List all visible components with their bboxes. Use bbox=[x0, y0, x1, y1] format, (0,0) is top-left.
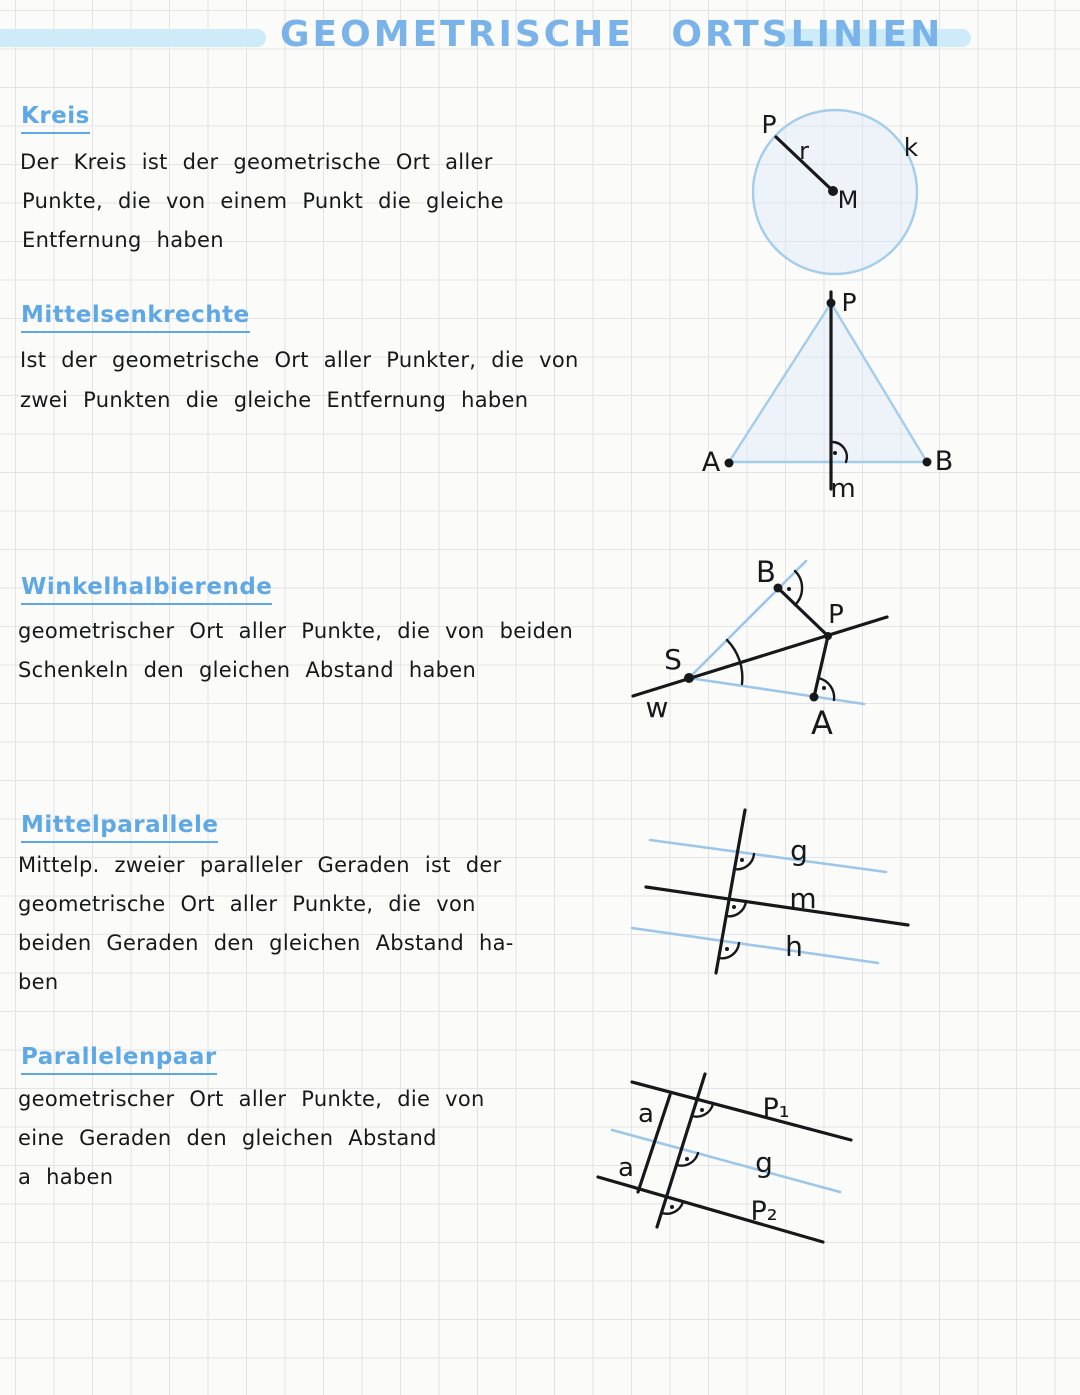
right-angle-dot-g bbox=[685, 1157, 689, 1161]
point-A-dot bbox=[810, 693, 819, 702]
right-angle-arc-B bbox=[795, 571, 802, 605]
angle-arc-S bbox=[727, 640, 742, 684]
label-k: k bbox=[903, 133, 919, 162]
label-P: P bbox=[841, 288, 857, 317]
section-kreis-heading: Kreis bbox=[21, 103, 90, 134]
right-angle-dot-A bbox=[822, 686, 826, 690]
label-a-upper: a bbox=[638, 1099, 654, 1129]
label-r: r bbox=[799, 137, 809, 165]
right-angle-dot-g bbox=[740, 858, 744, 862]
parallel-pair-diagram bbox=[598, 1074, 851, 1242]
point-B-dot bbox=[923, 458, 932, 467]
label-g: g bbox=[755, 1146, 773, 1179]
point-A-dot bbox=[725, 459, 734, 468]
parallel-line-h bbox=[632, 928, 878, 963]
parallel-line-g bbox=[650, 840, 886, 872]
right-angle-dot-m bbox=[732, 905, 736, 909]
label-p1: P₁ bbox=[762, 1093, 790, 1124]
line-g bbox=[612, 1130, 840, 1192]
label-m: m bbox=[789, 882, 817, 915]
mittelparallele-text-line: ben bbox=[18, 970, 59, 994]
label-M: M bbox=[837, 186, 859, 214]
right-angle-dot bbox=[833, 451, 837, 455]
perpendicular-bisector-diagram bbox=[702, 288, 954, 504]
label-B: B bbox=[934, 446, 954, 477]
point-M-dot bbox=[828, 186, 838, 196]
kreis-text-line: Entfernung haben bbox=[22, 228, 224, 252]
label-A: A bbox=[811, 704, 833, 742]
mittelparallele-text-line: beiden Geraden den gleichen Abstand ha- bbox=[18, 931, 514, 955]
label-B: B bbox=[756, 555, 776, 589]
angle-bisector-diagram bbox=[633, 555, 887, 742]
winkelhalbierende-text-line: geometrischer Ort aller Punkte, die von beiden bbox=[18, 619, 574, 643]
page-title: GEOMETRISCHE ORTSLINIEN bbox=[280, 14, 944, 55]
right-angle-dot-h bbox=[725, 947, 729, 951]
label-P: P bbox=[828, 600, 844, 630]
right-angle-dot-p1 bbox=[700, 1108, 704, 1112]
parallelenpaar-text-line: geometrischer Ort aller Punkte, die von bbox=[18, 1087, 485, 1111]
label-g: g bbox=[790, 834, 808, 867]
lower-ray bbox=[689, 678, 864, 704]
section-winkelhalbierende-heading: Winkelhalbierende bbox=[21, 574, 272, 605]
section-mittelsenkrechte-heading: Mittelsenkrechte bbox=[21, 302, 250, 333]
mittelparallele-text-line: Mittelp. zweier paralleler Geraden ist der bbox=[18, 853, 502, 877]
middle-parallel-diagram bbox=[632, 810, 908, 973]
label-A: A bbox=[701, 447, 721, 478]
mittelsenkrechte-text-line: zwei Punkten die gleiche Entfernung haben bbox=[20, 388, 529, 412]
point-S-dot bbox=[684, 673, 694, 683]
label-w: w bbox=[645, 691, 669, 724]
label-S: S bbox=[664, 643, 682, 676]
point-P-dot bbox=[827, 299, 836, 308]
parallel-line-p2 bbox=[598, 1177, 823, 1242]
parallelenpaar-text-line: a haben bbox=[18, 1165, 114, 1189]
label-P: P bbox=[761, 110, 777, 139]
label-m: m bbox=[830, 474, 856, 504]
right-angle-dot-B bbox=[787, 587, 791, 591]
mittelparallele-text-line: geometrische Ort aller Punkte, die von bbox=[18, 892, 476, 916]
transversal-line bbox=[716, 810, 745, 973]
parallelenpaar-text-line: eine Geraden den gleichen Abstand bbox=[18, 1126, 437, 1150]
winkelhalbierende-text-line: Schenkeln den gleichen Abstand haben bbox=[18, 658, 477, 682]
middle-parallel-m bbox=[646, 887, 908, 925]
circle-diagram bbox=[753, 110, 919, 274]
label-p2: P₂ bbox=[750, 1196, 778, 1227]
point-P-dot bbox=[824, 632, 832, 640]
triangle bbox=[729, 303, 927, 462]
kreis-text-line: Der Kreis ist der geometrische Ort aller bbox=[20, 150, 493, 174]
right-angle-dot-p2 bbox=[670, 1205, 674, 1209]
section-mittelparallele-heading: Mittelparallele bbox=[21, 812, 218, 843]
label-h: h bbox=[785, 930, 803, 963]
mittelsenkrechte-text-line: Ist der geometrische Ort aller Punkter, die von bbox=[20, 348, 579, 372]
kreis-text-line: Punkte, die von einem Punkt die gleiche bbox=[22, 189, 504, 213]
section-parallelenpaar-heading: Parallelenpaar bbox=[21, 1044, 217, 1075]
label-a-lower: a bbox=[618, 1153, 634, 1183]
